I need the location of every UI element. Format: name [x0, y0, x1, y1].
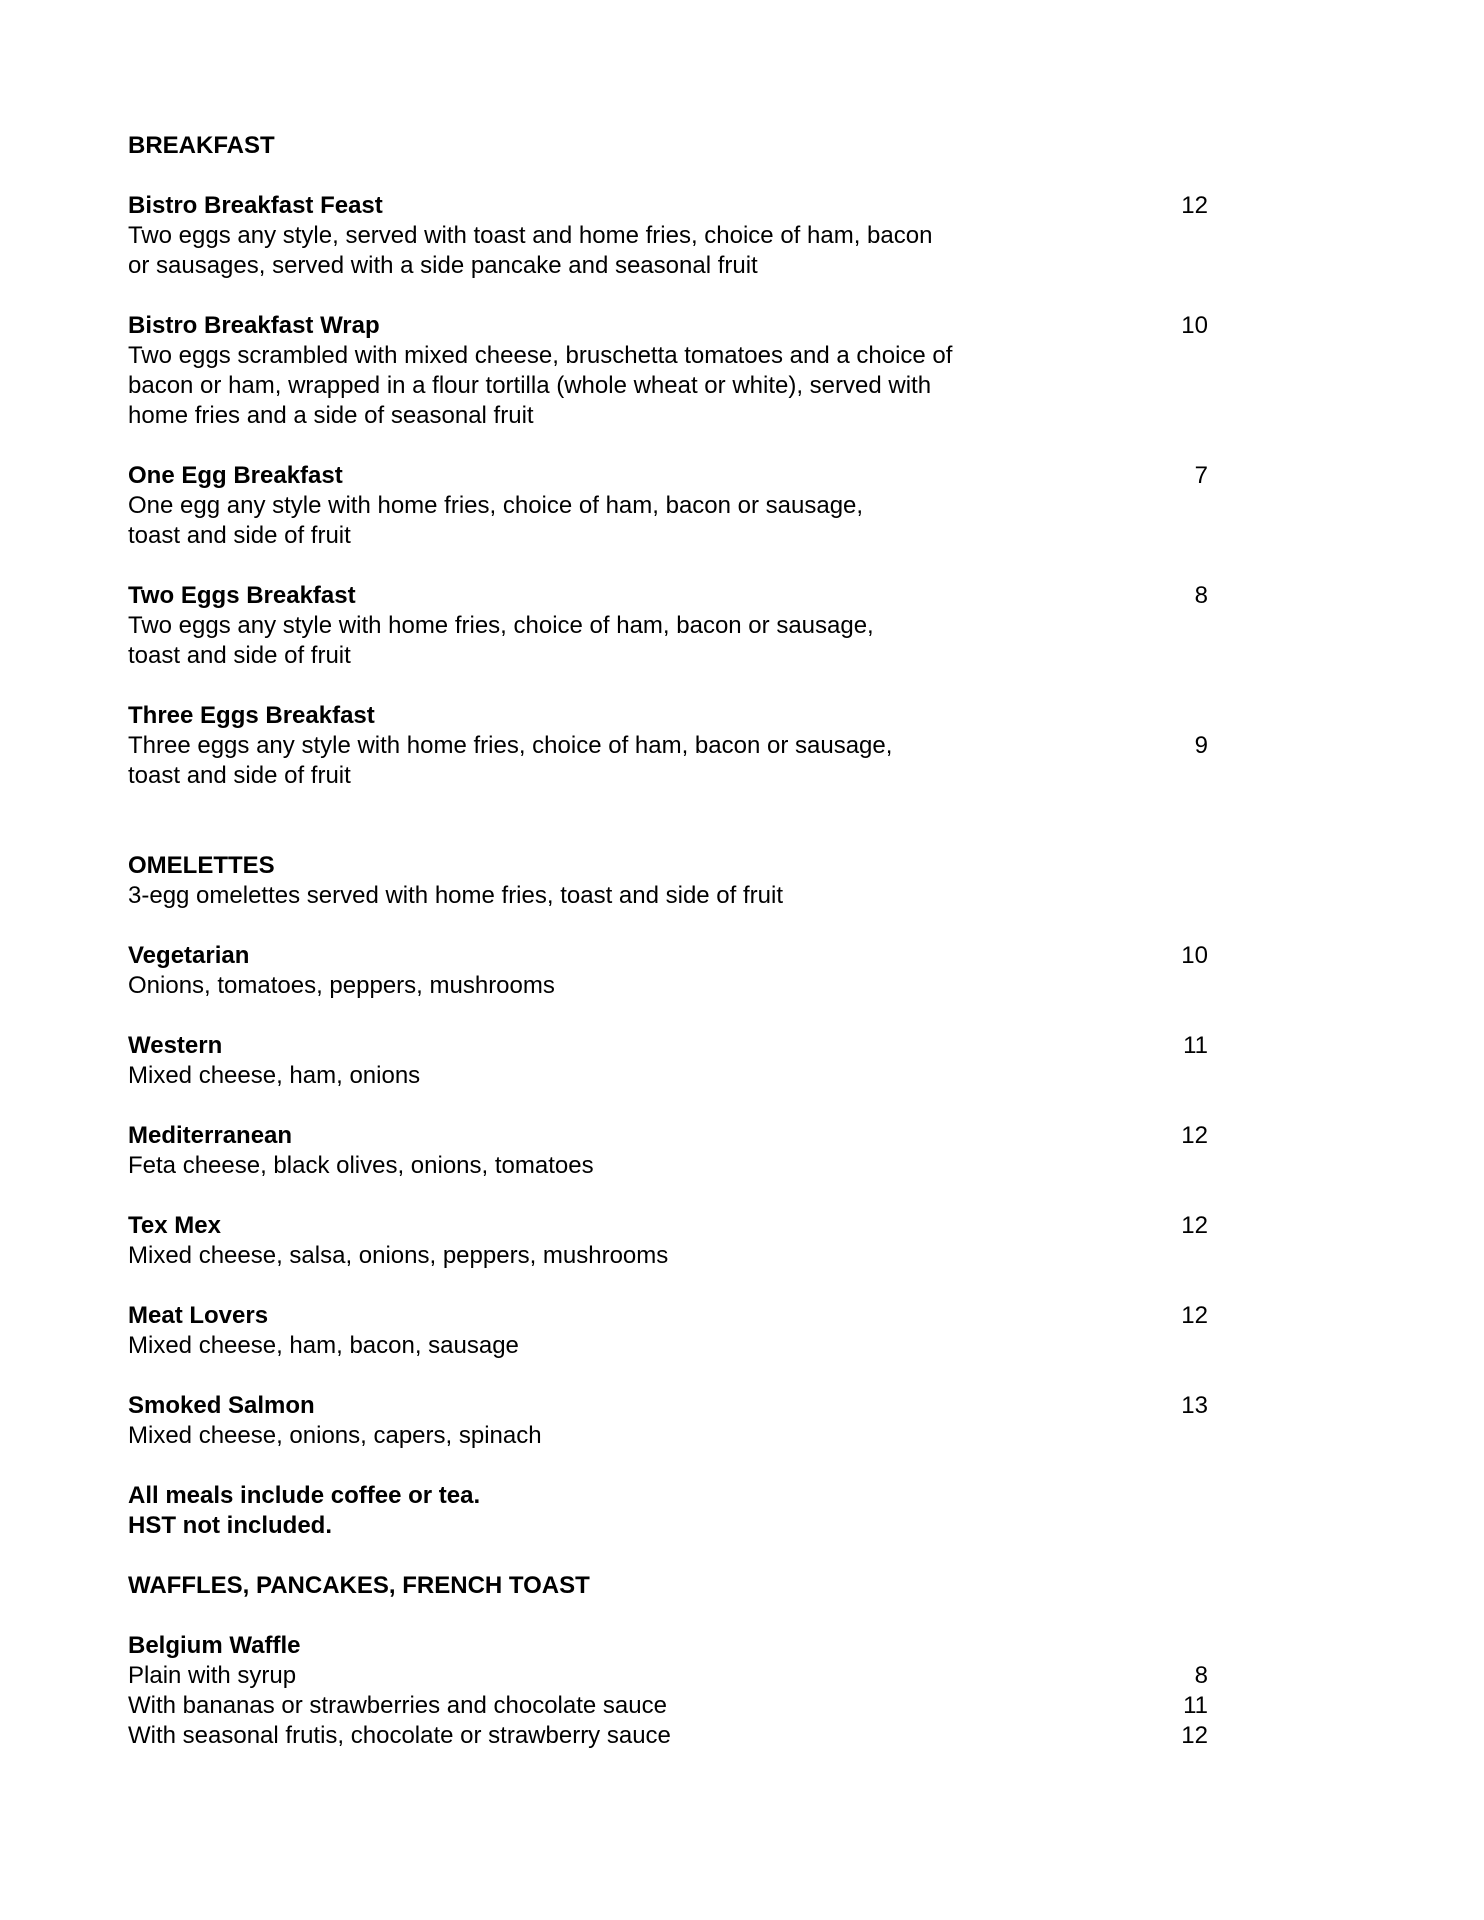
waffles-heading: WAFFLES, PANCAKES, FRENCH TOAST: [128, 1572, 590, 1599]
item-price: 7: [1194, 462, 1208, 489]
item-name: Bistro Breakfast Feast: [128, 192, 383, 219]
item-price: 10: [1181, 312, 1208, 339]
item-name: Three Eggs Breakfast: [128, 702, 375, 729]
item-name: Bistro Breakfast Wrap: [128, 312, 380, 339]
item-description: Two eggs scrambled with mixed cheese, bruschetta tomatoes and a choice of: [128, 342, 953, 369]
option-label: With seasonal frutis, chocolate or strawberry sauce: [128, 1722, 671, 1749]
item-description: toast and side of fruit: [128, 642, 351, 669]
item-price: 12: [1181, 1302, 1208, 1329]
option-label: Plain with syrup: [128, 1662, 297, 1689]
note-coffee: All meals include coffee or tea.: [128, 1482, 481, 1509]
item-description: Mixed cheese, salsa, onions, peppers, mushrooms: [128, 1242, 669, 1269]
item-name: Western: [128, 1032, 223, 1059]
note-hst: HST not included.: [128, 1512, 332, 1539]
item-description: Onions, tomatoes, peppers, mushrooms: [128, 972, 555, 999]
item-price: 8: [1194, 582, 1208, 609]
item-name: Vegetarian: [128, 942, 250, 969]
item-description: Three eggs any style with home fries, choice of ham, bacon or sausage,: [128, 732, 893, 759]
item-name: One Egg Breakfast: [128, 462, 343, 489]
option-price: 12: [1181, 1722, 1208, 1749]
item-description: Feta cheese, black olives, onions, tomatoes: [128, 1152, 594, 1179]
item-price: 12: [1181, 192, 1208, 219]
item-price: 10: [1181, 942, 1208, 969]
item-name: Meat Lovers: [128, 1302, 269, 1329]
item-price: 9: [1194, 732, 1208, 759]
item-description: home fries and a side of seasonal fruit: [128, 402, 534, 429]
item-price: 12: [1181, 1122, 1208, 1149]
item-price: 11: [1183, 1032, 1208, 1059]
item-description: Mixed cheese, ham, bacon, sausage: [128, 1332, 519, 1359]
item-description: or sausages, served with a side pancake and seasonal fruit: [128, 252, 758, 279]
item-name: Smoked Salmon: [128, 1392, 315, 1419]
option-label: With bananas or strawberries and chocolate sauce: [128, 1692, 667, 1719]
item-description: toast and side of fruit: [128, 762, 351, 789]
item-description: Two eggs any style with home fries, choice of ham, bacon or sausage,: [128, 612, 874, 639]
item-description: One egg any style with home fries, choice of ham, bacon or sausage,: [128, 492, 864, 519]
item-description: Mixed cheese, onions, capers, spinach: [128, 1422, 542, 1449]
item-description: Two eggs any style, served with toast and home fries, choice of ham, bacon: [128, 222, 933, 249]
breakfast-heading: BREAKFAST: [128, 132, 275, 159]
item-price: 13: [1181, 1392, 1208, 1419]
option-price: 8: [1194, 1662, 1208, 1689]
omelettes-subheading: 3-egg omelettes served with home fries, toast and side of fruit: [128, 882, 783, 909]
item-description: toast and side of fruit: [128, 522, 351, 549]
item-price: 12: [1181, 1212, 1208, 1239]
option-price: 11: [1183, 1692, 1208, 1719]
item-name: Mediterranean: [128, 1122, 293, 1149]
omelettes-heading: OMELETTES: [128, 852, 275, 879]
item-name: Tex Mex: [128, 1212, 221, 1239]
item-name: Two Eggs Breakfast: [128, 582, 356, 609]
item-description: Mixed cheese, ham, onions: [128, 1062, 421, 1089]
item-name: Belgium Waffle: [128, 1632, 301, 1659]
item-description: bacon or ham, wrapped in a flour tortilla (whole wheat or white), served with: [128, 372, 932, 399]
